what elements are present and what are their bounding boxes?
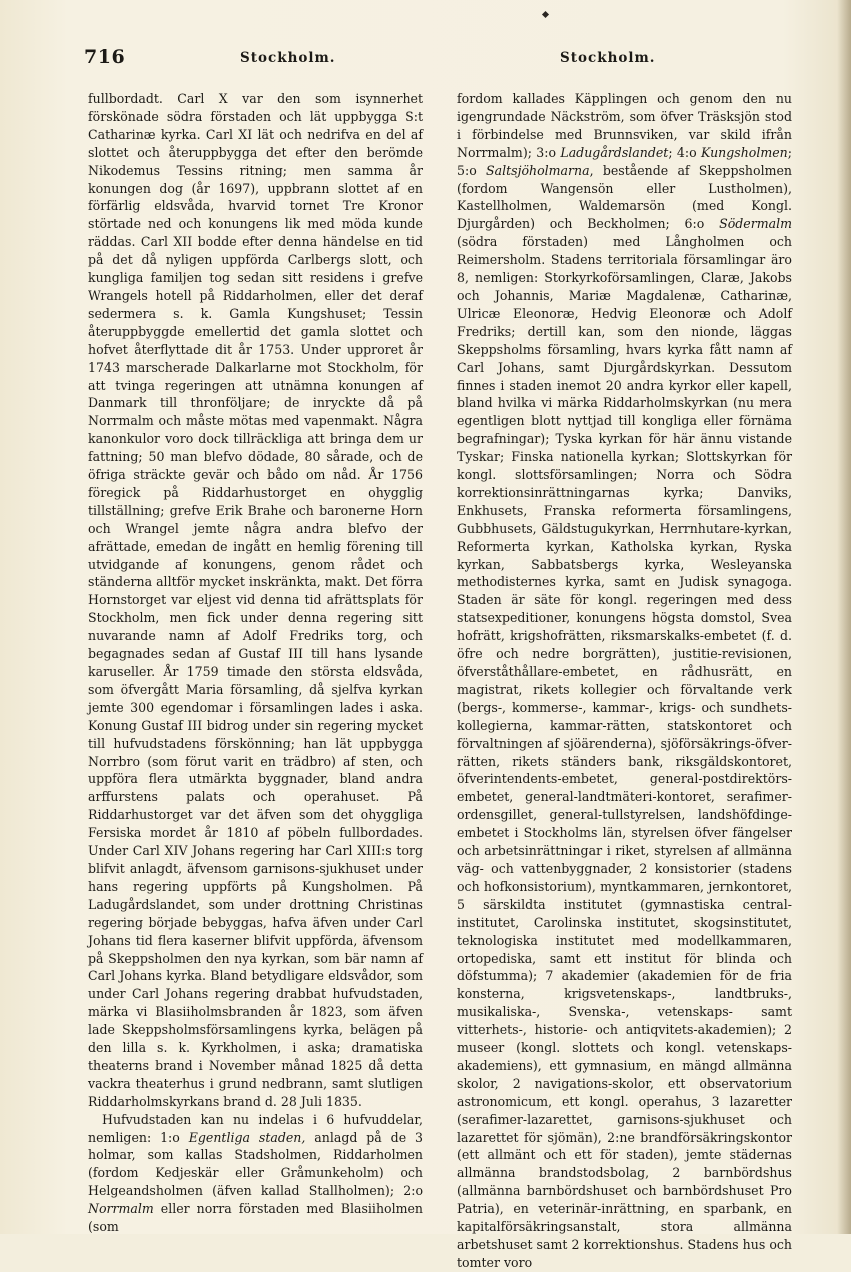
page-number: 716 — [84, 46, 126, 68]
page-edge-shadow — [837, 0, 851, 1234]
term-sodermalm: Södermalm — [719, 216, 792, 232]
paragraph-history: fullbordadt. Carl X var den som isynnerhet förskönade södra förstaden och lät uppbygga S:t Catharinæ kyrka. Carl XI lät och nedrifva en del af slottet och återuppbygga det efter den berömde Nikodemus Tessins ritning; men samma år konungen dog (år 1697), uppbrann slottet af en förfärlig eldsvåda, hvarvid tornet Tre Kronor störtade ned och konungens lik med möda kunde räddas. Carl XII bodde efter denna händelse en tid på det då nyligen uppförda Carlbergs slott, och kungliga familjen tog sedan sitt residens i grefve Wrangels hotell på Riddarholmen, eller det deraf sedermera s. k. Gamla Kungshuset; Tessin återuppbyggde emellertid det gamla slottet och hofvet återflyttade dit år 1753. Under upproret år 1743 marscherade Dalkarlarne mot Stockholm, för att tvinga regeringen att utnämna konungen af Danmark till thronföljare; de inryckte då på Norrmalm och måste mötas med vapenmakt. Några kanonkulor voro dock tillräckliga att bringa dem ur fattning; 50 man blefvo dödade, 80 sårade, och de öfriga sträckte gevär och bådo om nåd. År 1756 föregick på Riddarhustorget en ohygglig tillställning; grefve Erik Brahe och baronerne Horn och Wrangel jemte några andra blefvo der afrättade, emedan de ingått en hemlig förening till utvidgande af konungens, genom rådet och ständerna alltför mycket inskränkta, makt. Det förra Hornstorget var eljest vid denna tid afrättsplats för Stockholm, men fick under denna regering sitt nuvarande namn af Adolf Fredriks torg, och begagnades sedan af Gustaf III till hans lysande karuseller. År 1759 timade den största eldsvåda, som öfvergått Maria församling, då sjelfva kyrkan jemte 300 egendomar i församlingen lades i aska. Konung Gustaf III bidrog under sin regering mycket till hufvudstadens förskönning; han lät uppbygga Norrbro (som förut varit en trädbro) af sten, och uppföra flera utmärkta byggnader, bland andra arffurstens palats och operahuset. På Riddarhustorget var det äfven som det ohyggliga Fersiska mordet år 1810 af pöbeln fullbordades. Under Carl XIV Johans regering har Carl XIII:s torg blifvit anlagdt, äfvensom garnisons-sjukhuset under hans regering uppförts på Kungsholmen. På Ladugårdslandet, som under drottning Christinas regering började bebyggas, hafva äfven under Carl Johans tid flera kaserner blifvit uppförda, äfvensom på Skeppsholmen den nya kyrkan, som bär namn af Carl Johans kyrka. Bland betydligare eldsvådor, som under Carl Johans regering drabbat hufvudstaden, märka vi Blasiiholmsbranden år 1823, som äfven lade Skeppsholmsförsamlingens kyrka, belägen på den lilla s. k. Kyrkholmen, i aska; dramatiska theaterns brand i November månad 1825 då detta vackra theaterhus i grund nedbrann, samt slutligen Riddarholmskyrkans brand d. 28 Juli 1835. — [88, 91, 423, 1109]
paragraph-districts: Hufvudstaden kan nu indelas i 6 hufvuddelar, nemligen: 1:o Egentliga staden, anlagd på de 3 holmar, som kallas Stadsholmen, Riddarholmen (fordom Kedjeskär eller Gråmunkeholm) och Helgeandsholmen (äfven kallad Stallholmen); 2:o Norrmalm eller norra förstaden med Blasiiholmen (som — [88, 1111, 423, 1235]
term-norrmalm: Norrmalm — [88, 1201, 154, 1217]
term-saltsjoholmarna: Saltsjöholmarna — [486, 162, 590, 178]
running-head-left: Stockholm. — [240, 50, 336, 66]
paragraph-continued: fordom kallades Käpplingen och genom den nu igengrundade Näckström, som öfver Träsksjön stod i förbindelse med Brunnsviken, var skild ifrån Norrmalm); 3:o Ladugårdslandet; 4:o Kungsholmen; 5:o Saltsjöholmarna, bestående af Skeppsholmen (fordom Wangensön eller Lustholmen), Kastellholmen, Waldemarsön (med Kongl. Djurgården) och Beckholmen; 6:o Södermalm (södra förstaden) med Långholmen och Reimersholm. Stadens territoriala församlingar äro 8, nemligen: Storkyrkoförsamlingen, Claræ, Jakobs och Johannis, Mariæ Magdalenæ, Catharinæ, Ulricæ Eleonoræ, Hedvig Eleonoræ och Adolf Fredriks; dertill kan, som den nionde, läggas Skeppsholms församling, hvars kyrka fått namn af Carl Johans, samt Djurgårdskyrkan. Dessutom finnes i staden inemot 20 andra kyrkor eller kapell, bland hvilka vi märka Riddarholmskyrkan (nu mera egentligen blott nyttjad till kongliga eller förnäma begrafningar); Tyska kyrkan för här ännu vistande Tyskar; Finska nationella kyrkan; Slottskyrkan för kongl. slottsförsamlingen; Norra och Södra korrektionsinrättningarnas kyrka; Danviks, Enkhusets, Franska reformerta församlingens, Gubbhusets, Gäldstugukyrkan, Herrnhutare-kyrkan, Reformerta kyrkan, Katholska kyrkan, Ryska kyrkan, Sabbatsbergs kyrka, Wesleyanska methodisternes kyrka, samt en Judisk synagoga. Staden är säte för kongl. regeringen med dess statsexpeditioner, konungens högsta domstol, Svea hofrätt, krigshofrätten, riksmarskalks-embetet (f. d. öfre och nedre borgrätten), justitie-revisionen, öfverståthållare-embetet, en rådhusrätt, en magistrat, rikets kollegier och förvaltande verk (bergs-, kommerse-, kammar-, krigs- och sundhets-kollegierna, kammar-rätten, statskontoret och förvaltningen af sjöärenderna), sjöförsäkrings-öfver-rätten, rikets ständers bank, riksgäldskontoret, öfverintendents-embetet, general-postdirektörs-embetet, general-landtmäteri-kontoret, serafimer-ordensgillet, general-tullstyrelsen, landshöfdinge-embetet i Stockholms län, styrelsen öfver fängelser och arbetsinrättningar i riket, styrelsen af allmänna väg- och vattenbyggnader, 2 konsistorier (stadens och hofkonsistorium), myntkammaren, jernkontoret, 5 särskildta institutet (gymnastiska central-institutet, Carolinska institutet, skogsinstitutet, teknologiska institutet med modellkammaren, ortopediska, samt ett institut för blinda och döfstumma); 7 akademier (akademien för de fria konsterna, krigsvetenskaps-, landtbruks-, musikaliska-, Svenska-, vetenskaps- samt vitterhets-, historie- och antiqvitets-akademien); 2 museer (kongl. slottets och kongl. vetenskaps-akademiens), ett gymnasium, en mängd allmänna skolor, 2 navigations-skolor, ett observatorium astronomicum, ett kongl. operahus, 3 lazaretter (serafimer-lazarettet, garnisons-sjukhuset och lazarettet för sjömän), 2:ne brandförsäkringskontor (ett allmänt och ett för staden), jemte städernas allmänna brandstodsbolag, 2 barnbördshus (allmänna barnbördshuset och barnbördshuset Pro Patria), en veterinär-inrättning, en sparbank, en kapitalförsäkringsanstalt, stora allmänna arbetshuset samt 2 korrektionshus. Stadens hus och tomter voro — [457, 91, 792, 1270]
print-mark — [542, 11, 549, 18]
term-kungsholmen: Kungsholmen — [700, 144, 788, 160]
term-ladugardslandet: Ladugårdslandet — [560, 144, 669, 160]
left-column — [88, 90, 423, 1235]
page-header — [0, 46, 851, 76]
right-column — [457, 90, 792, 1270]
running-head-right: Stockholm. — [560, 50, 656, 66]
term-egentliga-staden: Egentliga staden, — [188, 1129, 306, 1145]
